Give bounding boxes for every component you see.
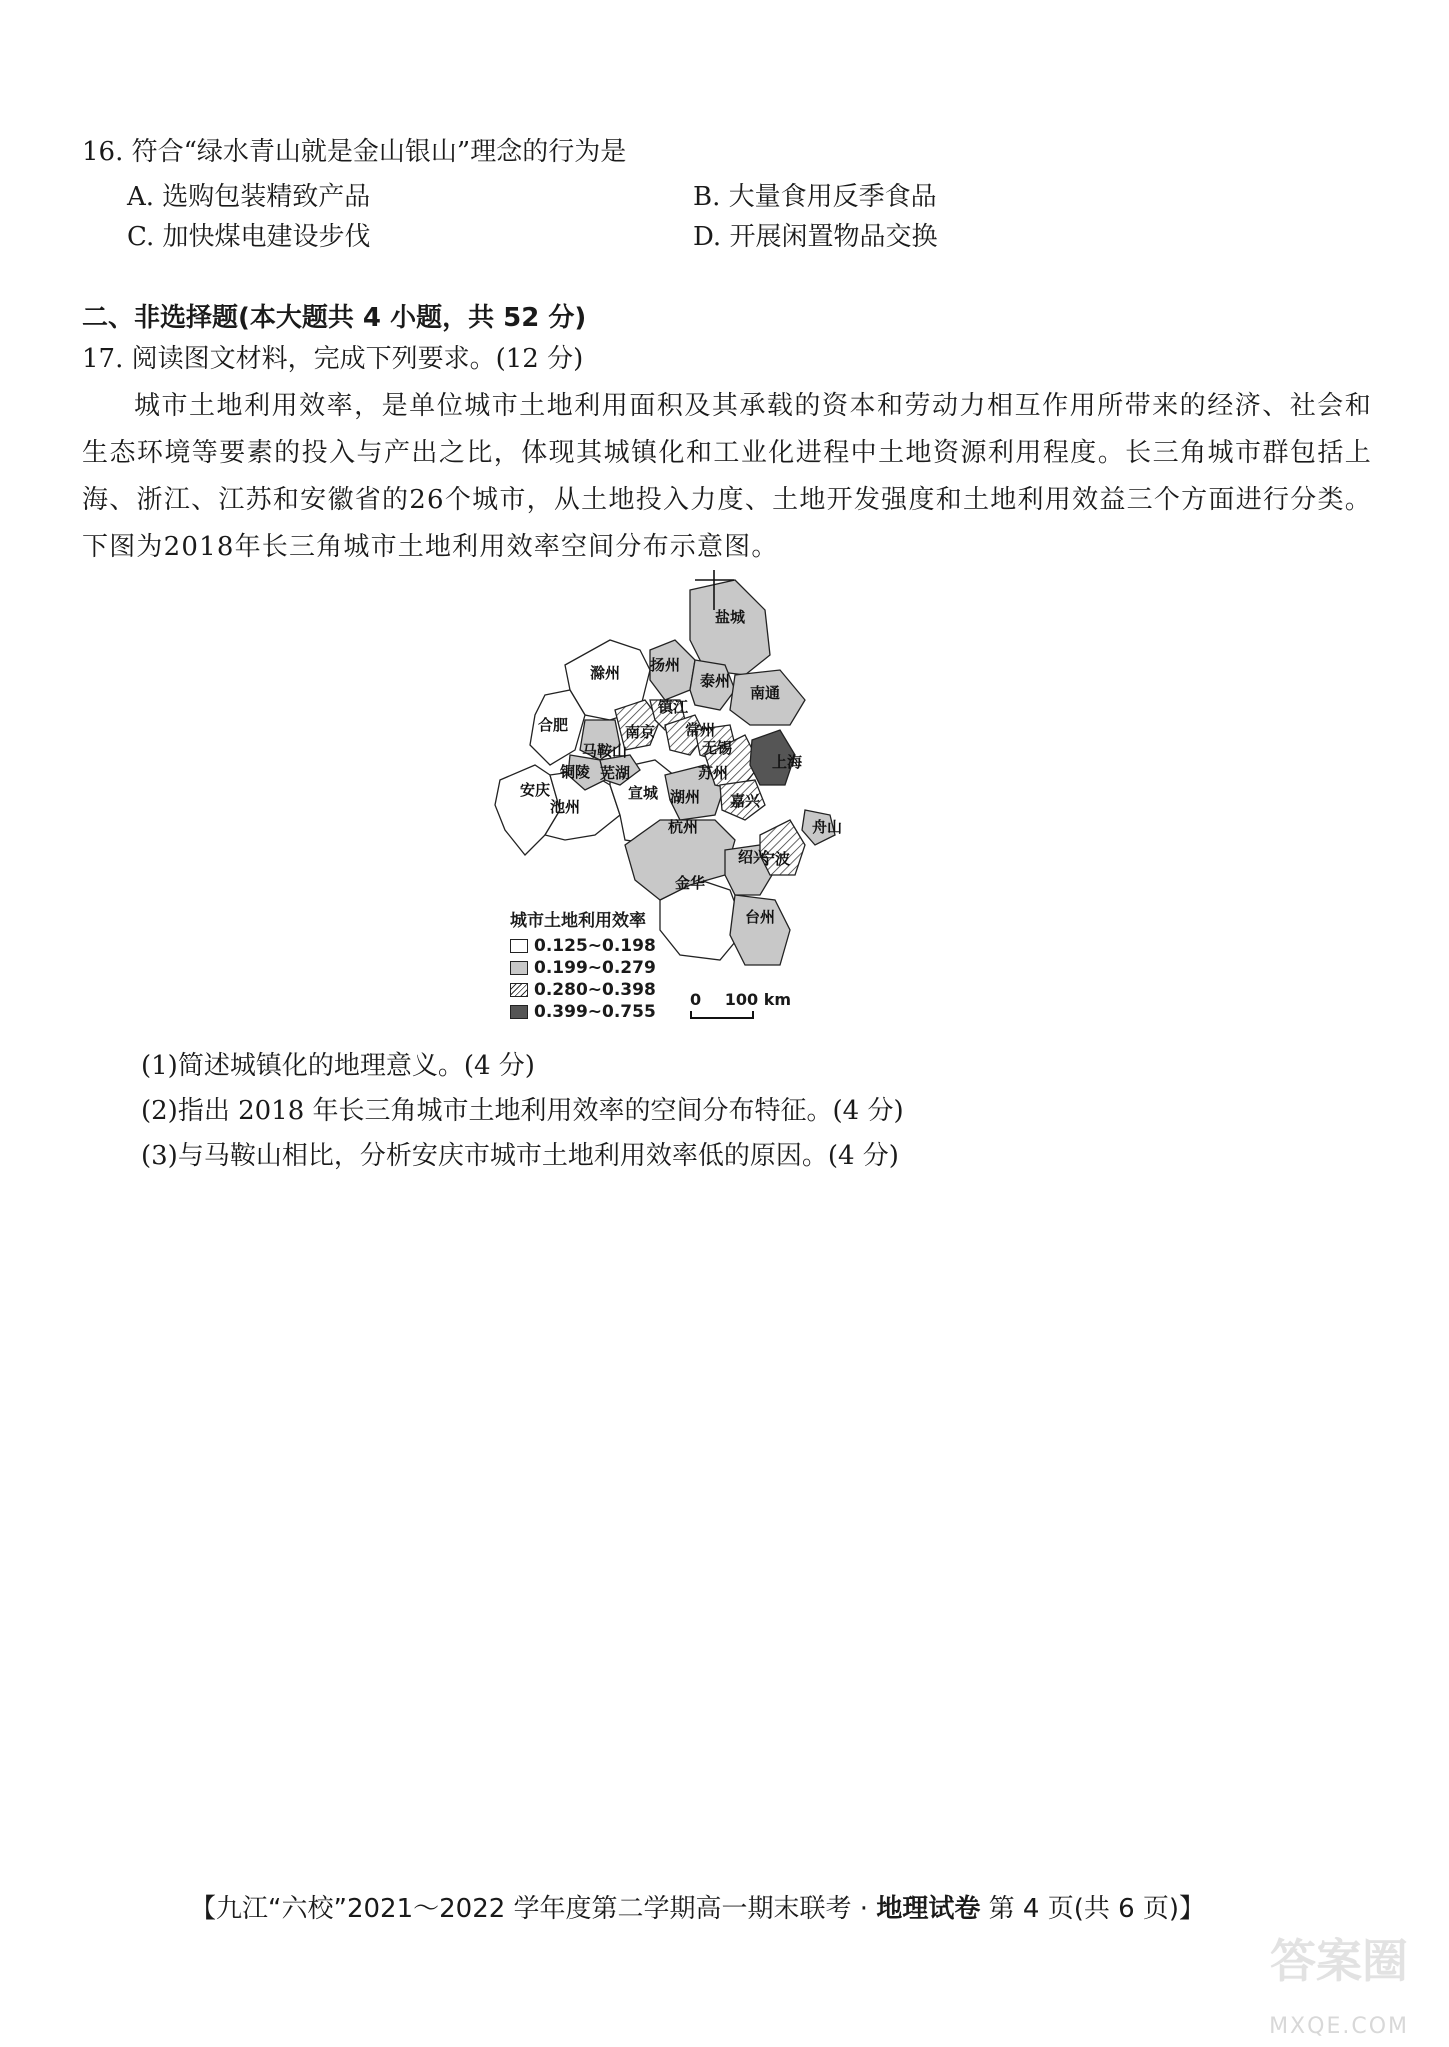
city-label: 合肥 xyxy=(538,716,569,734)
city-label: 上海 xyxy=(772,753,803,771)
legend-item xyxy=(510,979,656,1001)
city-label: 池州 xyxy=(550,798,581,816)
city-label: 芜湖 xyxy=(600,764,631,782)
legend-label: 0.125~0.198 xyxy=(534,936,656,956)
legend-swatch-white xyxy=(510,939,528,953)
legend-label: 0.199~0.279 xyxy=(534,958,656,978)
city-label: 镇江 xyxy=(658,698,689,716)
city-label: 扬州 xyxy=(650,656,681,674)
city-label: 嘉兴 xyxy=(730,792,761,810)
city-label: 金华 xyxy=(675,874,706,892)
city-label: 杭州 xyxy=(668,818,699,836)
legend-item xyxy=(510,935,656,957)
q17-stem: 17. 阅读图文材料，完成下列要求。(12 分) xyxy=(82,344,584,374)
city-label: 安庆 xyxy=(520,781,551,799)
map-legend xyxy=(510,906,656,1023)
q16-option-d: D. 开展闲置物品交换 xyxy=(693,222,938,252)
city-label: 铜陵 xyxy=(560,763,591,781)
page-footer xyxy=(190,1888,1205,1925)
q16-option-c: C. 加快煤电建设步伐 xyxy=(127,222,371,252)
watermark-logo: 答案圈 xyxy=(1270,1934,1408,1988)
scale-start: 0 xyxy=(690,990,702,1009)
city-label: 舟山 xyxy=(812,818,843,836)
q17-paragraph: 城市土地利用效率，是单位城市土地利用面积及其承载的资本和劳动力相互作用所带来的经济、社会和生态环境等要素的投入与产出之比，体现其城镇化和工业化进程中土地资源利用程度。长三角城市群包括上海、浙江、江苏和安徽省的26个城市，从土地投入力度、土地开发强度和土地利用效益三个方面进行分类。下图为2018年长三角城市土地利用效率空间分布示意图。 xyxy=(82,391,1372,562)
city-label: 宣城 xyxy=(628,784,659,802)
legend-label: 0.280~0.398 xyxy=(534,980,656,1000)
city-label: 马鞍山 xyxy=(582,742,628,760)
section-2-title: 二、非选择题(本大题共 4 小题，共 52 分) xyxy=(82,303,587,333)
footer-page: 第 4 页(共 6 页)】 xyxy=(980,1894,1206,1924)
q17-subquestion-2: (2)指出 2018 年长三角城市土地利用效率的空间分布特征。(4 分) xyxy=(141,1096,904,1126)
city-label: 绍兴 xyxy=(738,848,769,866)
legend-swatch-grey xyxy=(510,961,528,975)
q17-subquestion-3: (3)与马鞍山相比，分析安庆市城市土地利用效率低的原因。(4 分) xyxy=(141,1141,899,1171)
city-label: 常州 xyxy=(685,721,716,739)
city-label: 苏州 xyxy=(698,764,729,782)
city-label: 泰州 xyxy=(700,672,731,690)
city-label: 盐城 xyxy=(715,608,746,626)
scale-label: 100 km xyxy=(724,990,791,1009)
footer-subject: 地理试卷 xyxy=(876,1894,981,1924)
footer-exam-title: 【九江“六校”2021～2022 学年度第二学期高一期末联考 · xyxy=(190,1894,877,1924)
region-taizhou-zj xyxy=(730,895,790,965)
q16-option-a: A. 选购包装精致产品 xyxy=(127,182,371,212)
q16-stem: 16. 符合“绿水青山就是金山银山”理念的行为是 xyxy=(82,137,627,167)
city-label: 无锡 xyxy=(702,739,733,757)
city-label: 台州 xyxy=(745,908,776,926)
legend-swatch-dark xyxy=(510,1005,528,1019)
scale-bar xyxy=(690,990,791,1019)
q17-subquestion-1: (1)简述城镇化的地理意义。(4 分) xyxy=(141,1051,535,1081)
legend-swatch-hatch xyxy=(510,983,528,997)
legend-item xyxy=(510,957,656,979)
city-label: 宁波 xyxy=(760,850,791,868)
city-label: 南通 xyxy=(750,684,781,702)
city-label: 南京 xyxy=(625,723,656,741)
legend-title: 城市土地利用效率 xyxy=(510,911,646,931)
q16-option-b: B. 大量食用反季食品 xyxy=(693,182,937,212)
city-label: 湖州 xyxy=(670,788,701,806)
legend-item xyxy=(510,1001,656,1023)
watermark-url: MXQE.COM xyxy=(1269,2014,1409,2039)
city-label: 滁州 xyxy=(590,664,621,682)
legend-label: 0.399~0.755 xyxy=(534,1002,656,1022)
